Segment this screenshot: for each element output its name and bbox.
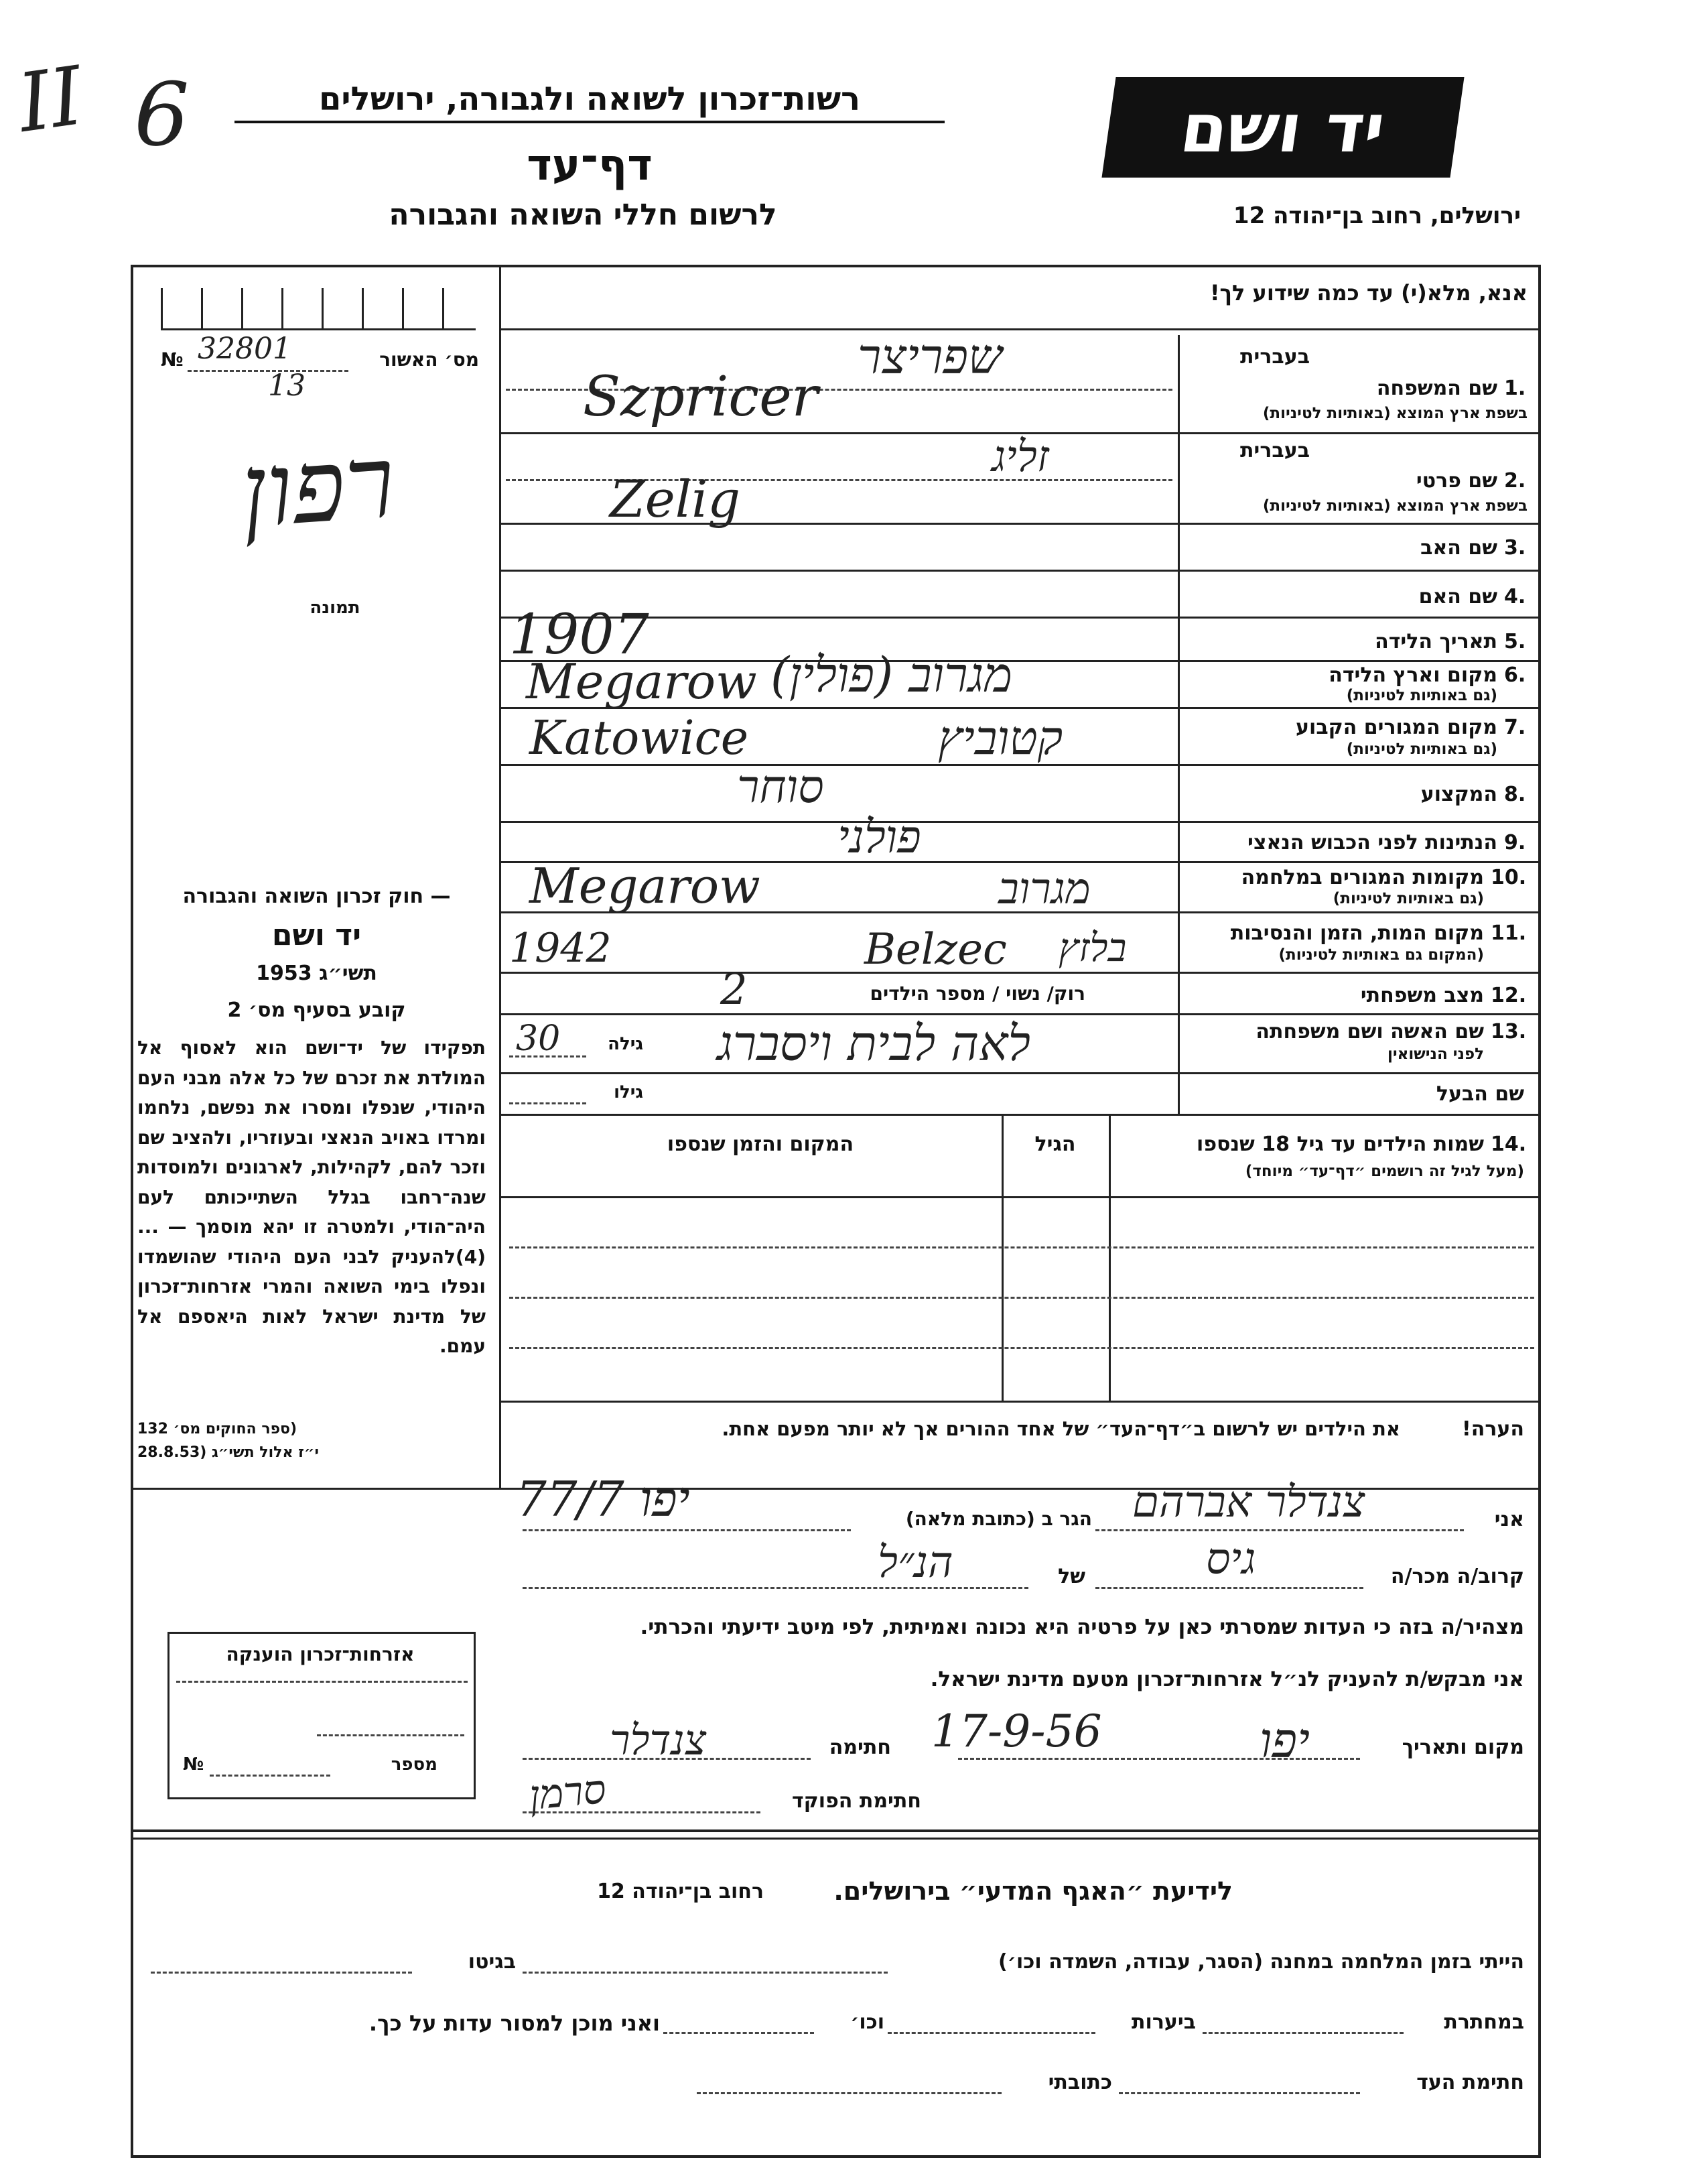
header-address: ירושלים, רחוב בן־יהודה 12 <box>1233 202 1521 229</box>
field4-number: 4. <box>1504 585 1526 608</box>
children-col-divider-1 <box>1109 1116 1111 1401</box>
decl-resides-label: הגר ב (כתובת מלאה) <box>905 1508 1092 1530</box>
field13-number: 13. <box>1491 1020 1527 1043</box>
law-title: — חוק זכרון השואה והגבורה <box>182 885 451 908</box>
photo-handwritten-note: רפון <box>237 424 399 551</box>
decl-relation-value: גיס <box>1206 1535 1256 1584</box>
bottom-line2-underground: במחתרת <box>1444 2010 1524 2034</box>
decl-signature-value: צנדלר <box>610 1716 707 1764</box>
field7-value-latin: Katowice <box>529 710 749 765</box>
decl-i-label: אני <box>1494 1508 1524 1531</box>
field12-options: רוק/ נשוי / מספר הילדים <box>870 982 1085 1005</box>
field7-label: מקום המגורים הקבוע <box>1296 716 1497 739</box>
memorial-citizenship-title: אזרחות־זכרון הוענקה <box>226 1643 415 1665</box>
decl-place-value: יפו <box>1260 1712 1310 1769</box>
law-reference-2: י״ז אלול תשי״ג (28.8.53 <box>137 1444 320 1461</box>
field13-value: לאה לבית ויסברג <box>717 1015 1031 1072</box>
field5-label: תאריך הלידה <box>1375 630 1497 653</box>
field2-in-hebrew: בעברית <box>1240 439 1310 462</box>
field3-number: 3. <box>1504 536 1526 560</box>
field7-sublabel: (גם באותיות לטיניות) <box>1346 741 1497 758</box>
bottom-title: לידיעת ״האגף המדעי״ בירושלים. <box>833 1876 1233 1906</box>
decl-officer-label: חתימת הפוקד <box>792 1789 921 1813</box>
children-row-1 <box>509 1246 1534 1248</box>
field12-number: 12. <box>1491 984 1527 1007</box>
field1-label: שם המשפחה <box>1376 377 1497 400</box>
bottom-line3-witness-sig: חתימת העד <box>1416 2071 1524 2094</box>
law-name: יד ושם <box>271 918 362 952</box>
law-clause: קובע בסעיף מס׳ 2 <box>227 999 406 1022</box>
decl-relation-line <box>1095 1587 1363 1589</box>
memorial-number-label: מספר <box>391 1754 437 1775</box>
field10-label: מקומות המגורים במלחמה <box>1241 866 1484 889</box>
approval-tick-box <box>161 288 476 330</box>
approval-label: מס׳ האשור <box>379 348 479 371</box>
field1-number: 1. <box>1504 377 1526 400</box>
labels-column-divider <box>1178 335 1180 1114</box>
decl-address-value: יפו 77/7 <box>516 1471 690 1527</box>
form-title: דף־עד <box>527 141 653 190</box>
bottom-address: רחוב בן־יהודה 12 <box>597 1880 764 1903</box>
bottom-line3-address-line <box>697 2092 1002 2094</box>
field13-label: שם האשה ושם משפחתה <box>1256 1020 1484 1043</box>
decl-of-label: של <box>1058 1565 1085 1588</box>
field1-value-hebrew: שפריצר <box>858 328 1003 385</box>
form-subtitle: לרשום חללי השואה והגבורה <box>389 198 777 232</box>
decl-of-value: הנ״ל <box>878 1538 953 1588</box>
decl-signature-label: חתימה <box>829 1736 891 1759</box>
row-rule-8 <box>501 821 1540 823</box>
row-rule-14 <box>501 1114 1540 1116</box>
children-col-place-time: המקום והזמן שנספו <box>667 1133 854 1156</box>
field11-number: 11. <box>1491 921 1527 945</box>
bottom-line2-forests-line <box>888 2032 1095 2034</box>
field10-number: 10. <box>1491 866 1527 889</box>
memorial-citizenship-box <box>167 1632 476 1799</box>
approval-value-1: 32801 <box>198 332 291 366</box>
law-year: תשי״ג 1953 <box>256 962 377 985</box>
bottom-line1-ghetto: בגיטו <box>468 1950 516 1974</box>
bottom-section-rule-1 <box>133 1829 1540 1832</box>
field6-sublabel: (גם באותיות לטיניות) <box>1346 687 1497 704</box>
org-line: רשות־זכרון לשואה ולגבורה, ירושלים <box>234 80 945 123</box>
field7-value-hebrew: קטוביץ <box>938 710 1063 765</box>
bottom-section-rule-2 <box>133 1838 1540 1840</box>
row-rule-3 <box>501 570 1540 572</box>
husband-label: שם הבעל <box>1436 1082 1524 1106</box>
field1-value-latin: Szpricer <box>583 365 818 429</box>
bottom-line3-witness-sig-line <box>1119 2092 1360 2094</box>
decl-address-line <box>523 1529 851 1531</box>
field9-number: 9. <box>1504 831 1526 854</box>
decl-place-date-label: מקום ותאריך <box>1402 1736 1524 1759</box>
approval-no-symbol: № <box>161 348 184 371</box>
margin-roman-mark: II <box>12 50 89 151</box>
field2-label: שם פרטי <box>1416 469 1497 493</box>
margin-number-mark: 6 <box>134 64 190 166</box>
bottom-line1-ghetto-line <box>151 1972 412 1974</box>
note-label: הערה! <box>1462 1417 1524 1441</box>
decl-witness-name: צנדלר אברהם <box>1132 1478 1365 1527</box>
bottom-line1-camp: הייתי בזמן המלחמה במחנה (הסגר, עבודה, השמדה וכו׳) <box>998 1950 1524 1974</box>
children-row-2 <box>509 1297 1534 1299</box>
field8-value: סוחר <box>737 761 824 814</box>
field2-value-latin: Zelig <box>610 469 741 529</box>
children-col-divider-2 <box>1002 1116 1004 1401</box>
children-row-3 <box>509 1347 1534 1349</box>
form-intro: אנא, מלא(י) עד כמה שידוע לך! <box>1209 280 1528 306</box>
field11-sublabel: (המקום גם באותיות לטיניות) <box>1278 946 1484 964</box>
field14-sublabel: (מעל לגיל זה רושמים ״דף־עד״ מיוחד) <box>1245 1163 1524 1180</box>
field2-mid-line <box>506 479 1172 481</box>
field1-sublabel: בשפת ארץ המוצא (באותיות לטיניות) <box>1262 405 1528 422</box>
field12-children-value: 2 <box>720 965 748 1015</box>
field11-label: מקום המות, הזמן והנסיבות <box>1230 921 1484 945</box>
children-header-rule <box>501 1196 1540 1198</box>
husband-age-label: גילו <box>614 1082 643 1102</box>
field3-label: שם האב <box>1420 536 1497 560</box>
bottom-line2-forests: ביערות <box>1132 2010 1196 2034</box>
children-bottom-rule <box>501 1401 1540 1403</box>
logo-text: יד ושם <box>1176 89 1390 168</box>
photo-label: תמונה <box>310 598 360 618</box>
field8-label: המקצוע <box>1420 783 1497 806</box>
field10-value-latin: Megarow <box>529 858 760 914</box>
bottom-line3-address: כתובתי <box>1048 2071 1112 2094</box>
bottom-line2-etc-line <box>663 2032 814 2034</box>
decl-statement: מצהיר/ה בזה כי העדות שמסרתי כאן על פרטיה היא נכונה ואמיתית, לפי מיטב ידיעתי והכרתי. <box>640 1615 1524 1639</box>
field12-label: מצב משפחתי <box>1360 984 1484 1007</box>
field7-number: 7. <box>1504 716 1526 739</box>
field2-value-hebrew: זליג <box>992 432 1049 482</box>
row-rule-13 <box>501 1072 1540 1074</box>
field4-label: שם האם <box>1418 585 1497 608</box>
bottom-line1-camp-line <box>523 1972 888 1974</box>
note-text: את הילדים יש לרשום ב״דף־העד״ של אחד ההורים אך לא יותר מפעם אחת. <box>722 1417 1400 1440</box>
field13-sublabel: לפני הנישואין <box>1387 1045 1484 1063</box>
intro-rule <box>501 328 1540 330</box>
decl-name-line <box>1095 1529 1464 1531</box>
field2-sublabel: בשפת ארץ המוצא (באותיות לטיניות) <box>1262 497 1528 515</box>
law-reference-1: (ספר החוקים מס׳ 132 <box>137 1421 297 1437</box>
approval-value-2: 13 <box>268 369 306 403</box>
row-rule-4 <box>501 617 1540 619</box>
children-col-age: הגיל <box>1034 1133 1076 1156</box>
husband-age-line <box>509 1102 586 1104</box>
field9-label: הנתינות לפני הכבוש הנאצי <box>1247 831 1497 854</box>
field6-value-latin: Megarow <box>526 653 757 710</box>
field1-in-hebrew: בעברית <box>1240 345 1310 369</box>
law-text: תפקידו של יד־ושם הוא לאסוף אל המולדת את זכרם של כל אלה מבני העם היהודי, שנפלו ומסרו את נפשם, נלחמו ומרדו באויב הנאצי ובעוזריו, ולהציב שם וזכר להם, לקהילות, לארגונים ולמוסדות שנה־רחבו בגלל השתייכותם לעם היה־הודי, ולמטרה זו יהא מוסמך — ...(4)להעניק לבני העם היהודי שהושמדו ונפלו בימי השואה והמרי אזרחות־זכרון של מדינת ישראל לאות היאספם אל עמם. <box>137 1037 486 1357</box>
bottom-line2-willing: ואני מוכן למסור עדות על כך. <box>368 2010 660 2036</box>
field14-number: 14. <box>1491 1133 1527 1156</box>
logo <box>1101 77 1464 178</box>
bottom-line2-etc: וכו׳ <box>850 2010 884 2034</box>
memorial-number-symbol: № <box>183 1754 204 1775</box>
field11-value-hebrew: בלזץ <box>1059 925 1127 970</box>
field11-value-year: 1942 <box>509 925 612 972</box>
field11-value-latin: Belzec <box>864 925 1007 974</box>
field13-age-value: 30 <box>516 1019 561 1059</box>
field6-label: מקום וארץ הלידה <box>1329 663 1497 687</box>
bottom-line2-underground-line <box>1203 2032 1404 2034</box>
field6-value-hebrew: מגרוב (פולין) <box>770 647 1013 703</box>
decl-date-value: 17-9-56 <box>931 1706 1102 1757</box>
decl-officer-signature: סרמן <box>527 1766 608 1819</box>
field5-value: 1907 <box>509 603 649 667</box>
field13-age-label: גילה <box>608 1034 643 1054</box>
row-rule-11 <box>501 972 1540 974</box>
field10-value-hebrew: מגרוב <box>998 864 1091 914</box>
field8-number: 8. <box>1504 783 1526 806</box>
field5-number: 5. <box>1504 630 1526 653</box>
decl-request: אני מבקש/ת להעניק לנ״ל אזרחות־זכרון מטעם מדינת ישראל. <box>930 1667 1524 1691</box>
left-panel-divider <box>499 267 501 1490</box>
field14-label: שמות הילדים עד גיל 18 שנספו <box>1197 1133 1484 1156</box>
field9-value: פולני <box>837 811 921 864</box>
field10-sublabel: (גם באותיות לטיניות) <box>1333 890 1484 907</box>
field6-number: 6. <box>1504 663 1526 687</box>
field2-number: 2. <box>1504 469 1526 493</box>
decl-relation-label: קרוב/ה מכר/ה <box>1390 1565 1524 1588</box>
